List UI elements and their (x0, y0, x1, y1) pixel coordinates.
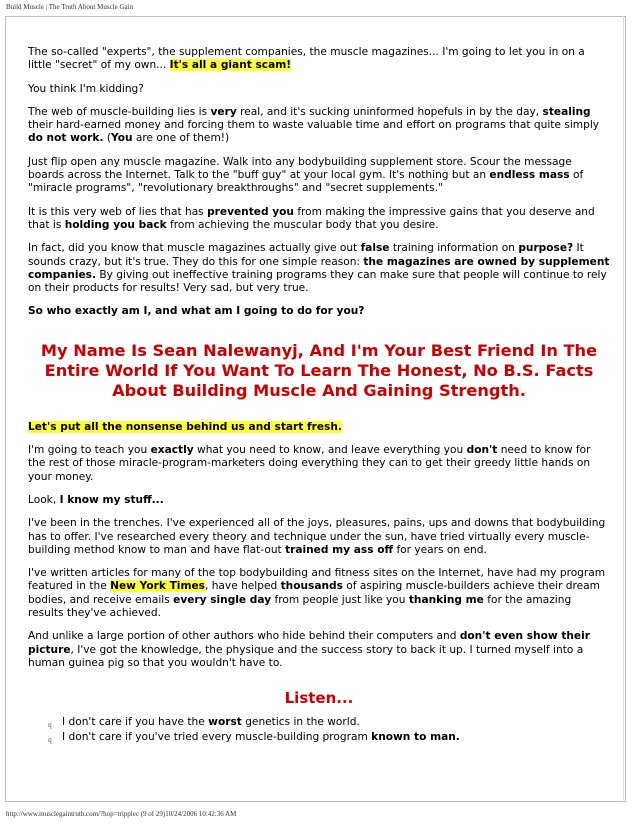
paragraph-who-am-i: So who exactly am I, and what am I going to do for you? (28, 305, 365, 318)
bullet-icon: q (48, 721, 52, 729)
highlight-start-fresh: Let's put all the nonsense behind us and start fresh. (28, 420, 342, 433)
highlight-nyt: New York Times (110, 580, 205, 593)
browser-footer-url: http://www.musclegaintruth.com/?hop=tripplec (9 of 29)10/24/2006 10:42:36 AM (6, 810, 237, 818)
paragraph-magazine: Just flip open any muscle magazine. Walk into any bodybuilding supplement store. Scour the message boards across the Internet. Talk to the "buff guy" at your local gym. It's nothing but an endless mass of "miracle programs", "revolutionary breakthroughs" and "secret supplements." (28, 155, 584, 195)
bullet-icon: q (48, 736, 52, 744)
paragraph-trenches: I've been in the trenches. I've experienced all of the joys, pleasures, pains, ups and downs that bodybuilding has to offer. I've researched every theory and technique under the sun, have tried virtually every muscle-building method know to man and have flat-out trained my ass off for years on end. (28, 517, 606, 556)
highlight-scam: It's all a giant scam! (169, 59, 292, 72)
paragraph-prevented: It is this very web of lies that has prevented you from making the impressive gains that you deserve and that is holding you back from achieving the muscular body that you desire. (28, 205, 595, 231)
paragraph-start-fresh (28, 421, 610, 434)
headline: My Name Is Sean Nalewanyj, And I'm Your Best Friend In The Entire World If You Want To Learn The Honest, No B.S. Facts About Building Muscle And Gaining Strength. (40, 340, 598, 400)
paragraph-web-of-lies: The web of muscle-building lies is very real, and it's sucking uninformed hopefuls in by the day, stealing their hard-earned money and forcing them to waste valuable time and effort on programs that quite simply do not work. (You are one of them!) (28, 105, 600, 145)
article-content (28, 46, 610, 746)
paragraph-kidding: You think I'm kidding? (28, 82, 144, 95)
bullet-list (28, 716, 610, 745)
list-item: q I don't care if you have the worst genetics in the world. (48, 716, 610, 729)
paragraph-articles: I've written articles for many of the top bodybuilding and fitness sites on the Internet, have had my program featured in the New York Times, have helped thousands of aspiring muscle-builders achieve their dream bodies, and receive emails every single day from people just like you thanking me for the amazing results they've achieved. (28, 567, 606, 620)
paragraph-picture: And unlike a large portion of other authors who hide behind their computers and don't even show their picture, I've got the knowledge, the physique and the success story to back it up. I turned myself into a human guinea pig so that you wouldn't have to. (28, 630, 590, 669)
list-item: q I don't care if you've tried every muscle-building program known to man. (48, 731, 610, 744)
paragraph-false-info: In fact, did you know that muscle magazines actually give out false training information on purpose? It sounds crazy, but it's true. They do this for one simple reason: the magazines are owned by supplement companies. By giving out ineffective training programs they can make sure that people will continue to rely on their products for results! Very sad, but very true. (28, 242, 610, 295)
listen-heading: Listen... (284, 689, 354, 708)
browser-page-title: Build Muscle | The Truth About Muscle Gain (6, 3, 134, 11)
paragraph-teach: I'm going to teach you exactly what you need to know, and leave everything you don't need to know for the rest of those miracle-program-marketers doing everything they can to get their greedy little hands on your money. (28, 444, 591, 483)
paragraph-know-stuff: Look, I know my stuff... (28, 493, 164, 506)
frame-scrollbar[interactable] (623, 16, 632, 802)
paragraph-experts: The so-called "experts", the supplement companies, the muscle magazines... I'm going to let you in on a little "secret" of my own... It's all a giant scam! (28, 46, 585, 72)
